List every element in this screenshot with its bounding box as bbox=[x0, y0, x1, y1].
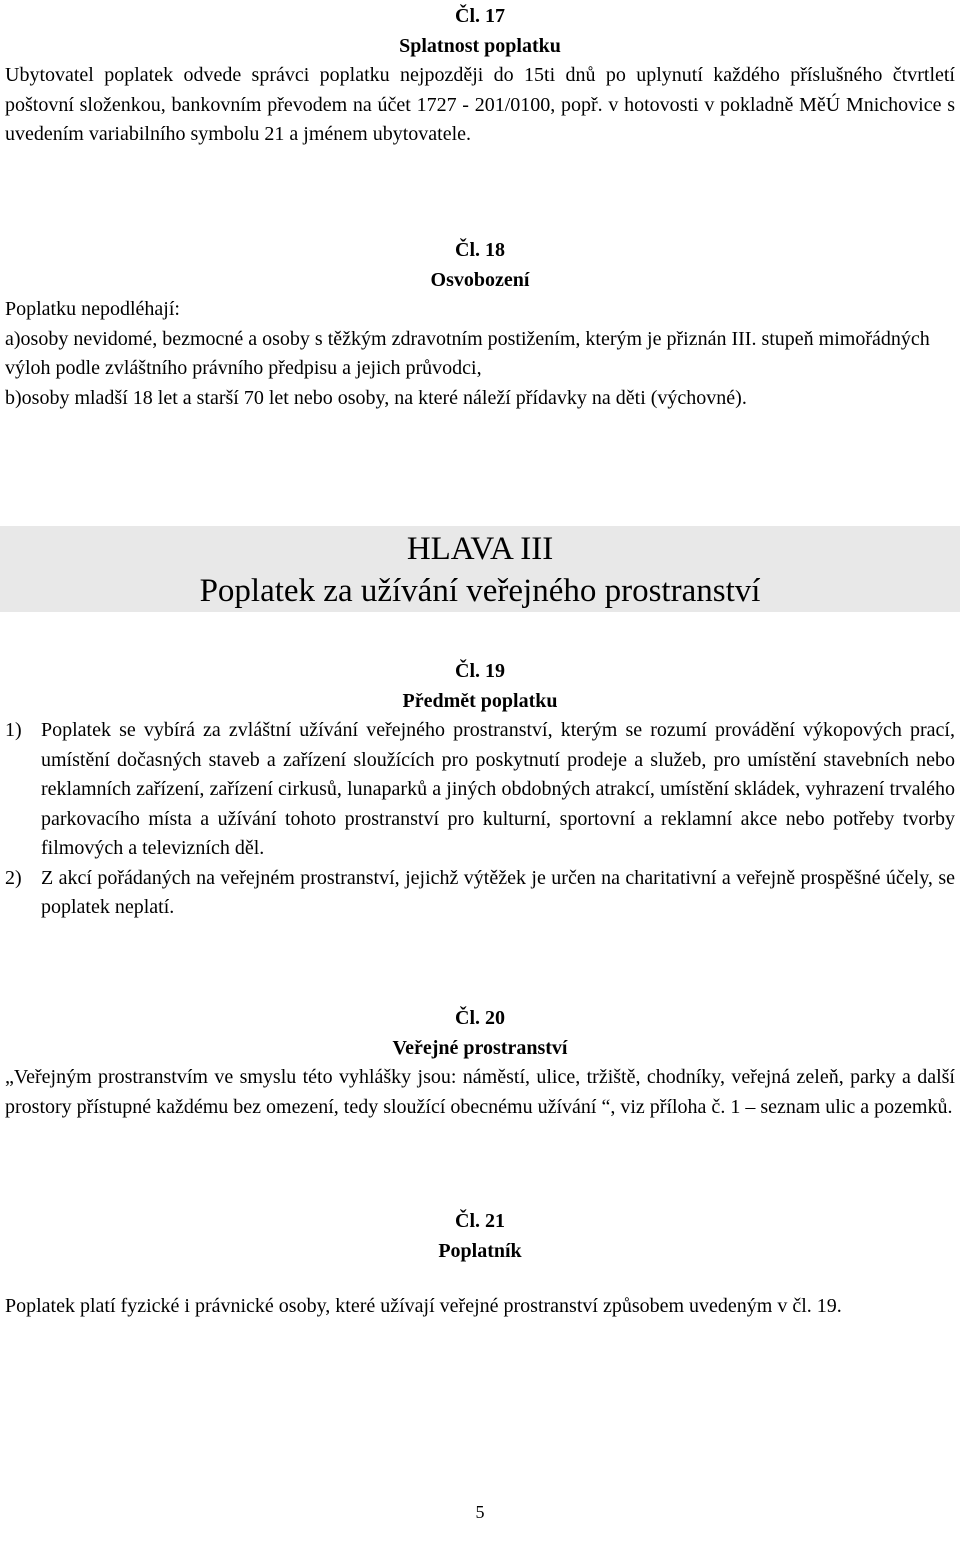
article-title: Předmět poplatku bbox=[402, 689, 558, 712]
article-number: Čl. 18 bbox=[455, 239, 505, 261]
article-number: Čl. 21 bbox=[455, 1210, 505, 1232]
page-number: 5 bbox=[475, 1502, 485, 1522]
article-title: Veřejné prostranství bbox=[392, 1036, 568, 1059]
article-number: Čl. 17 bbox=[455, 5, 505, 27]
article-20 bbox=[5, 1004, 955, 1122]
article-number: Čl. 19 bbox=[455, 660, 505, 682]
article-19 bbox=[5, 657, 955, 923]
article-title: Osvobození bbox=[430, 268, 530, 291]
article-title: Splatnost poplatku bbox=[399, 34, 561, 57]
article-intro: Poplatku nepodléhají: bbox=[5, 298, 180, 320]
chapter-label: HLAVA III bbox=[406, 531, 554, 567]
article-paragraph: Poplatek platí fyzické i právnické osoby, které užívají veřejné prostranství způsobem uvedeným v čl. 19. bbox=[5, 1295, 842, 1317]
exemption-item-a: a)osoby nevidomé, bezmocné a osoby s těžkým zdravotním postižením, kterým je přiznán III. stupeň mimořádných výloh podle zvláštního právního předpisu a jejich průvodci, bbox=[5, 327, 930, 379]
list-item-text: Z akcí pořádaných na veřejném prostranství, jejichž výtěžek je určen na charitativní a veřejně prospěšné účely, se poplatek neplatí. bbox=[41, 866, 955, 918]
list-item-number: 2) bbox=[5, 866, 22, 889]
numbered-list bbox=[5, 716, 955, 923]
chapter-heading bbox=[0, 526, 960, 612]
list-item-number: 1) bbox=[5, 719, 22, 741]
article-18 bbox=[5, 236, 955, 413]
article-17 bbox=[5, 2, 955, 150]
article-21 bbox=[5, 1207, 955, 1322]
article-paragraph: Ubytovatel poplatek odvede správci poplatku nejpozději do 15ti dnů po uplynutí každého příslušného čtvrtletí poštovní složenkou, bankovním převodem na účet 1727 - 201/0100, popř. v hotovosti v pokladně MěÚ Mnichovice s uvedením variabilního symbolu 21 a jménem ubytovatele. bbox=[5, 64, 955, 145]
chapter-title: Poplatek za užívání veřejného prostranství bbox=[199, 573, 761, 609]
article-title: Poplatník bbox=[438, 1239, 522, 1262]
list-item-text: Poplatek se vybírá za zvláštní užívání veřejného prostranství, kterým se rozumí provádění výkopových prací, umístění dočasných staveb a zařízení sloužících pro poskytnutí prodeje a služeb, pro umístění stavebních nebo reklamních zařízení, zařízení cirkusů, lunaparků a jiných obdobných atrakcí, umístění skládek, vyhrazení trvalého parkovacího místa a užívání tohoto prostranství pro kulturní, sportovní a reklamní akce nebo potřeby tvorby filmových a televizních děl. bbox=[41, 719, 955, 859]
article-number: Čl. 20 bbox=[455, 1007, 505, 1029]
list-item bbox=[5, 716, 955, 864]
article-paragraph: „Veřejným prostranstvím ve smyslu této vyhlášky jsou: náměstí, ulice, tržiště, chodníky, veřejná zeleň, parky a další prostory přístupné každému bez omezení, tedy sloužící obecnému užívání “, viz příloha č. 1 – seznam ulic a pozemků. bbox=[5, 1066, 955, 1118]
list-item bbox=[5, 864, 955, 923]
exemption-item-b: b)osoby mladší 18 let a starší 70 let nebo osoby, na které náleží přídavky na děti (výchovné). bbox=[5, 386, 747, 409]
